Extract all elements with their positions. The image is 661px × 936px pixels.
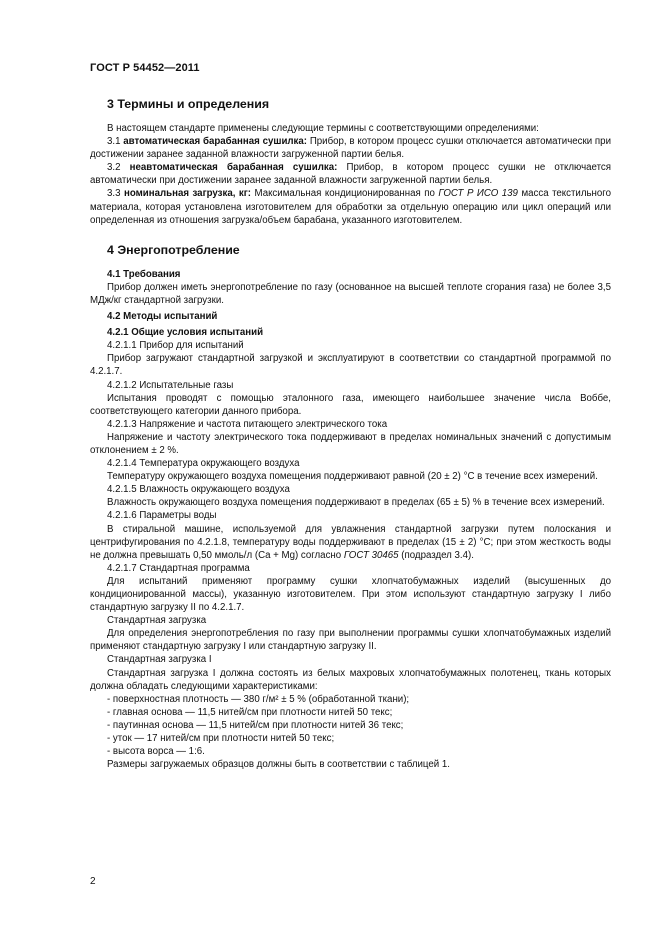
term-definition: Максимальная кондиционированная по xyxy=(251,188,439,200)
section-3-title: 3 Термины и определения xyxy=(107,97,270,111)
item-4-2-1-3-text: Напряжение и частоту электрического тока поддерживают в пределах номинальных значений с допустимым отклонением ± 2 %. xyxy=(90,431,611,456)
term-number: 3.2 xyxy=(107,162,130,174)
item-4-2-1-1-text: Прибор загружают стандартной загрузкой и эксплуатируют в соответствии со стандартной программой по 4.2.1.7. xyxy=(90,353,611,378)
standard-reference: ГОСТ Р ИСО 139 xyxy=(438,188,518,200)
term-number: 3.1 xyxy=(107,136,124,148)
standard-load-title: Стандартная загрузка xyxy=(107,615,207,627)
standard-load-text: Для определения энергопотребления по газу при выполнении программы сушки хлопчатобумажных изделий применяют стандартную загрузку I или стандартную загрузку II. xyxy=(90,628,611,653)
standard-load-1-title: Стандартная загрузка I xyxy=(107,654,212,666)
final-text: Размеры загружаемых образцов должны быть в соответствии с таблицей 1. xyxy=(107,759,450,771)
item-4-2-1-5-text: Влажность окружающего воздуха помещения поддерживают в пределах (65 ± 5) % в течение всех измерений. xyxy=(107,497,605,509)
water-params-text: В стиральной машине, используемой для увлажнения стандартной загрузки путем полоскания и центрифугирования по 4.2.1.8, температуру воды поддерживают в пределах (15 ± 2) °С; при этом жесткость воды не должна превышать 0,50 ммоль/л (Ca + Mg) согласно xyxy=(90,523,611,561)
list-item: - уток — 17 нитей/см при плотности нитей 50 текс; xyxy=(107,733,335,745)
item-4-2-1-4-text: Температуру окружающего воздуха помещения поддерживают равной (20 ± 2) °С в течение всех измерений. xyxy=(107,471,598,483)
water-params-text-cont: (подраздел 3.4). xyxy=(398,549,474,561)
section-3-intro: В настоящем стандарте применены следующие термины с соответствующими определениями: xyxy=(107,123,539,134)
page-content xyxy=(90,96,611,771)
list-item: - высота ворса — 1:6. xyxy=(107,746,205,758)
term-name: автоматическая барабанная сушилка: xyxy=(123,136,308,148)
list-item: - главная основа — 11,5 нитей/см при плотности нитей 50 текс; xyxy=(107,706,393,718)
item-4-2-1-6-title: 4.2.1.6 Параметры воды xyxy=(107,510,217,522)
subsection-4-1-title: 4.1 Требования xyxy=(107,268,181,280)
item-4-2-1-1-title: 4.2.1.1 Прибор для испытаний xyxy=(107,340,244,352)
term-definition: Прибор, в котором процесс сушки отключается автоматически при достижении заранее заданной влажности загруженной партии белья. xyxy=(90,136,611,161)
term-3-1 xyxy=(90,135,611,161)
section-4-title: 4 Энергопотребление xyxy=(107,242,240,257)
term-name: неавтоматическая барабанная сушилка: xyxy=(129,162,338,174)
item-4-2-1-5-title: 4.2.1.5 Влажность окружающего воздуха xyxy=(107,484,290,496)
term-number: 3.3 xyxy=(107,188,124,200)
list-item: - поверхностная плотность — 380 г/м² ± 5 % (обработанной ткани); xyxy=(107,693,410,705)
item-4-2-1-3-title: 4.2.1.3 Напряжение и частота питающего электрического тока xyxy=(107,418,388,430)
item-4-2-1-2-text: Испытания проводят с помощью эталонного газа, имеющего наибольшее значение числа Воббе, соответствующего категории данного прибора. xyxy=(90,392,611,417)
term-name: номинальная загрузка, кг: xyxy=(123,188,252,200)
item-4-2-1-7-text: Для испытаний применяют программу сушки хлопчатобумажных изделий (высушенных до кондиционированной массы), указанную изготовителем. При этом используют стандартную загрузку I либо стандартную загрузку II по 4.2.1.7. xyxy=(90,575,611,614)
term-3-2 xyxy=(90,161,611,187)
subsection-4-1-text: Прибор должен иметь энергопотребление по газу (основанное на высшей теплоте сгорания газа) не более 3,5 МДж/кг стандартной загрузки. xyxy=(90,281,611,306)
item-4-2-1-2-title: 4.2.1.2 Испытательные газы xyxy=(107,379,234,391)
standard-header: ГОСТ Р 54452—2011 xyxy=(90,62,200,74)
list-item: - паутинная основа — 11,5 нитей/см при плотности нитей 36 текс; xyxy=(107,719,404,731)
subsection-4-2-1-title: 4.2.1 Общие условия испытаний xyxy=(107,327,264,339)
standard-reference: ГОСТ 30465 xyxy=(343,549,399,561)
page-number: 2 xyxy=(90,876,96,887)
term-3-3 xyxy=(90,187,611,226)
term-definition: Прибор, в котором процесс сушки не отключается автоматически при достижении заранее заданной влажности загруженной партии белья. xyxy=(90,162,612,187)
subsection-4-2-title: 4.2 Методы испытаний xyxy=(107,311,218,323)
item-4-2-1-4-title: 4.2.1.4 Температура окружающего воздуха xyxy=(107,458,300,470)
item-4-2-1-6-text xyxy=(90,523,611,562)
item-4-2-1-7-title: 4.2.1.7 Стандартная программа xyxy=(107,562,250,574)
term-definition-cont: масса текстильного материала, которая установлена изготовителем для обработки за отдельную операцию или цикл операций или определенная из отношения загрузка/объем барабана, указанного изготовителем. xyxy=(90,188,611,226)
standard-load-1-text: Стандартная загрузка I должна состоять из белых махровых хлопчатобумажных полотенец, ткань которых должна обладать следующими характеристиками: xyxy=(90,667,611,692)
